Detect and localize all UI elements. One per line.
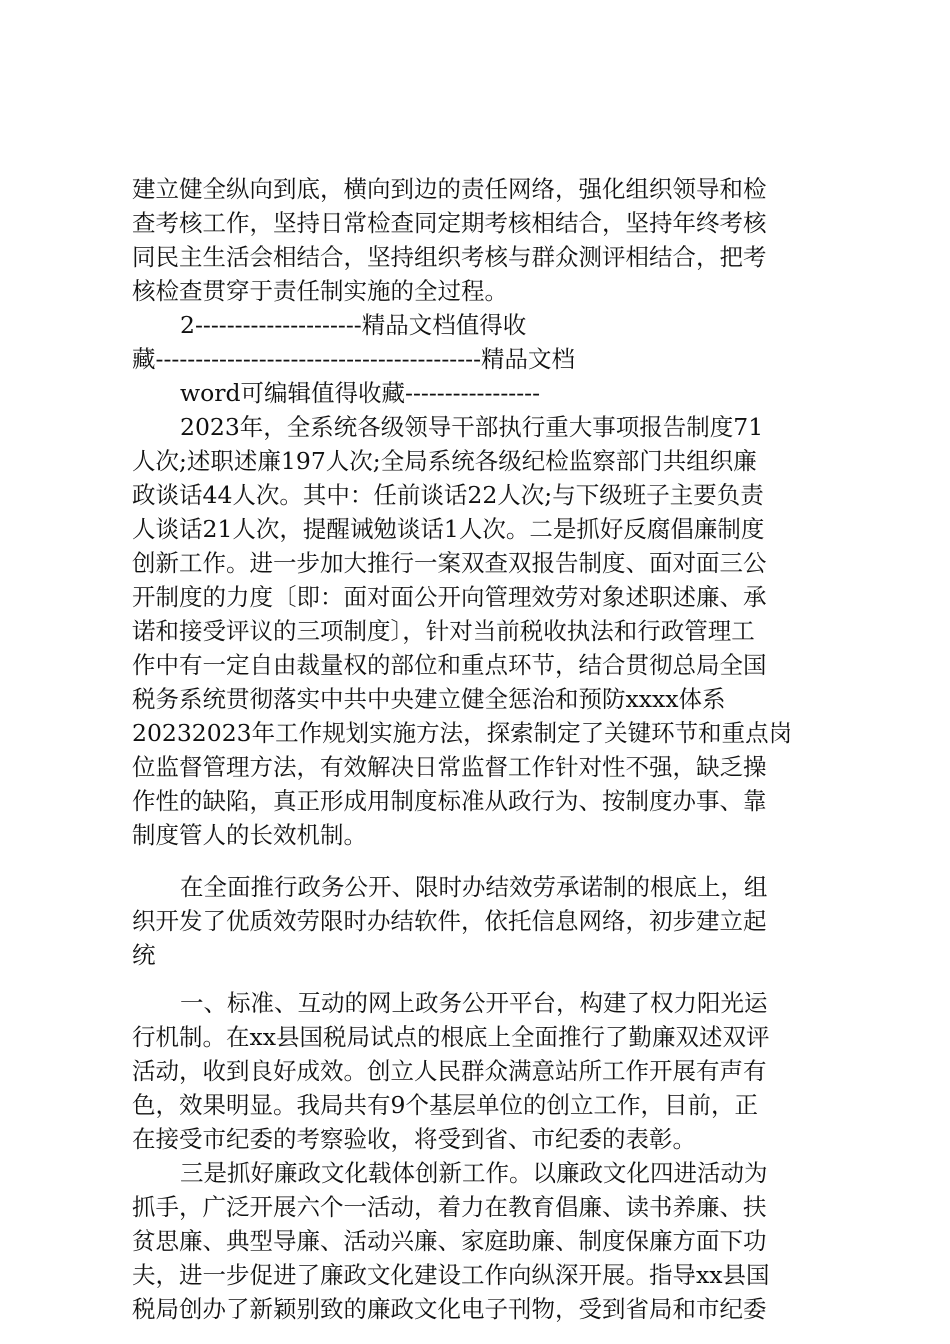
paragraph-government-affairs	[132, 870, 832, 972]
text-line: 诺和接受评议的三项制度〕，针对当前税收执法和行政管理工	[132, 617, 755, 645]
text-line: 20232023年工作规划实施方法，探索制定了关键环节和重点岗	[132, 719, 793, 747]
text-line: 制度管人的长效机制。	[132, 821, 367, 849]
text-line: 统	[132, 941, 156, 969]
text-line: 作性的缺陷，真正形成用制度标准从政行为、按制度办事、靠	[132, 787, 767, 815]
paragraph-statistics-2023	[132, 410, 832, 852]
text-line: 色，效果明显。我局共有9个基层单位的创立工作，目前，正	[132, 1091, 758, 1119]
text-line: 行机制。在xx县国税局试点的根底上全面推行了勤廉双述双评	[132, 1023, 770, 1051]
text-line: 藏-----------------------------------------精品文档	[132, 345, 576, 373]
text-line: 织开发了优质效劳限时办结软件，依托信息网络，初步建立起	[132, 907, 767, 935]
text-line: 税局创办了新颖别致的廉政文化电子刊物，受到省局和市纪委	[132, 1295, 767, 1323]
text-line: 建立健全纵向到底，横向到边的责任网络，强化组织领导和检	[132, 175, 767, 203]
text-line: 在全面推行政务公开、限时办结效劳承诺制的根底上，组	[180, 873, 768, 901]
text-line: 创新工作。进一步加大推行一案双查双报告制度、面对面三公	[132, 549, 767, 577]
text-line: 人谈话21人次，提醒诫勉谈话1人次。二是抓好反腐倡廉制度	[132, 515, 765, 543]
text-line: 位监督管理方法，有效解决日常监督工作针对性不强，缺乏操	[132, 753, 767, 781]
text-line: 夫，进一步促进了廉政文化建设工作向纵深开展。指导xx县国	[132, 1261, 770, 1289]
text-line: 抓手，广泛开展六个一活动，着力在教育倡廉、读书养廉、扶	[132, 1193, 767, 1221]
text-line: 一、标准、互动的网上政务公开平台，构建了权力阳光运	[180, 989, 768, 1017]
text-line: 2023年，全系统各级领导干部执行重大事项报告制度71	[180, 413, 764, 441]
paragraph-responsibility-network	[132, 172, 832, 308]
text-line: 开制度的力度〔即：面对面公开向管理效劳对象述职述廉、承	[132, 583, 767, 611]
text-line: 2---------------------精品文档值得收	[180, 311, 527, 339]
paragraph-online-platform	[132, 986, 832, 1156]
text-line: 活动，收到良好成效。创立人民群众满意站所工作开展有声有	[132, 1057, 767, 1085]
text-line: 人次;述职述廉197人次;全局系统各级纪检监察部门共组织廉	[132, 447, 757, 475]
text-line: 在接受市纪委的考察验收，将受到省、市纪委的表彰。	[132, 1125, 696, 1153]
text-line: 核检查贯穿于责任制实施的全过程。	[132, 277, 508, 305]
text-line: 三是抓好廉政文化载体创新工作。以廉政文化四进活动为	[180, 1159, 768, 1187]
text-line: 政谈话44人次。其中：任前谈话22人次;与下级班子主要负责	[132, 481, 764, 509]
text-line: word可编辑值得收藏-----------------	[180, 379, 541, 407]
text-line: 查考核工作，坚持日常检查同定期考核相结合，坚持年终考核	[132, 209, 767, 237]
text-line: 贫思廉、典型导廉、活动兴廉、家庭助廉、制度保廉方面下功	[132, 1227, 767, 1255]
text-line: 同民主生活会相结合，坚持组织考核与群众测评相结合，把考	[132, 243, 767, 271]
text-line: 作中有一定自由裁量权的部位和重点环节，结合贯彻总局全国	[132, 651, 767, 679]
watermark-banner	[132, 308, 832, 410]
paragraph-integrity-culture	[132, 1156, 832, 1326]
text-line: 税务系统贯彻落实中共中央建立健全惩治和预防xxxx体系	[132, 685, 726, 713]
